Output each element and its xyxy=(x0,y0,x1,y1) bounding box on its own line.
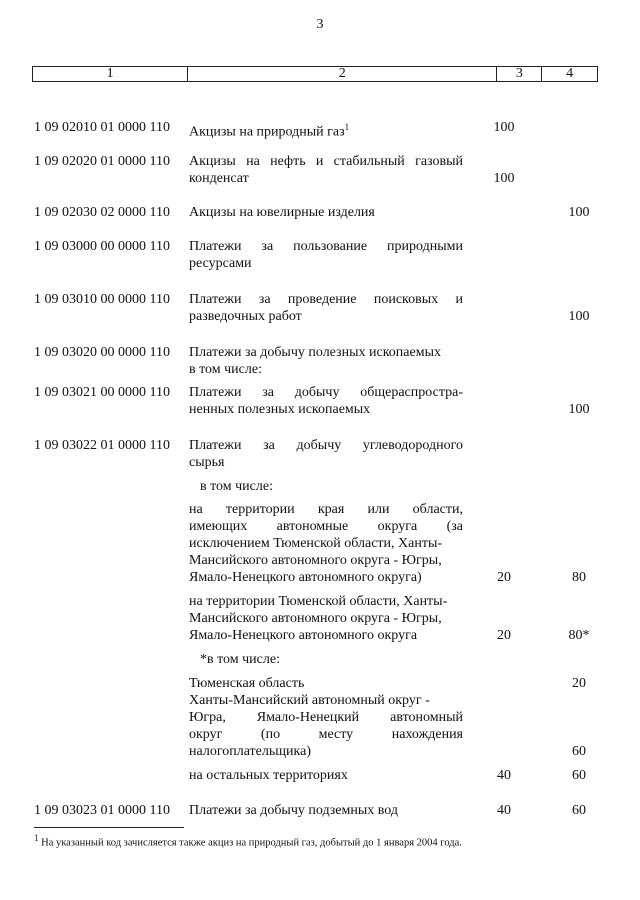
row-4-name-line-2: ресурсами xyxy=(189,256,252,271)
star-in-that-number-label: *в том числе: xyxy=(200,652,280,667)
column-header-table xyxy=(32,66,598,82)
footnote-ref: 1 xyxy=(344,122,350,132)
territory-a-line-2: имеющих автономные округа (за xyxy=(189,519,463,534)
footnote-divider xyxy=(34,827,184,828)
row-4-code: 1 09 03000 00 0000 110 xyxy=(34,239,170,254)
tyumen-label: Тюменская область xyxy=(189,676,305,691)
territory-a-col4: 80 xyxy=(572,570,586,585)
territory-a-col3: 20 xyxy=(497,570,511,585)
territory-b-col3: 20 xyxy=(497,628,511,643)
row-8-name-line-1: Платежи за добычу углеводородного xyxy=(189,438,463,453)
territory-a-line-4: Мансийского автономного округа - Югры, xyxy=(189,553,442,568)
header-col-1: 1 xyxy=(33,67,188,82)
footnote xyxy=(34,833,462,849)
row-5-col4: 100 xyxy=(568,309,590,324)
row-3-name: Акцизы на ювелирные изделия xyxy=(189,205,375,220)
row-6-name-line-2: в том числе: xyxy=(189,362,262,377)
row-4-name-line-1: Платежи за пользование природными xyxy=(189,239,463,254)
row-5-code: 1 09 03010 00 0000 110 xyxy=(34,292,170,307)
last-row-col3: 40 xyxy=(497,803,511,818)
other-territories-col3: 40 xyxy=(497,768,511,783)
territory-b-col4: 80* xyxy=(568,628,590,643)
last-row-col4: 60 xyxy=(572,803,586,818)
khmao-line-1: Ханты-Мансийский автономный округ - xyxy=(189,693,430,708)
territory-b-line-3: Ямало-Ненецкого автономного округа xyxy=(189,628,418,643)
row-2-code: 1 09 02020 01 0000 110 xyxy=(34,154,170,169)
other-territories-col4: 60 xyxy=(572,768,586,783)
header-col-2: 2 xyxy=(188,67,497,82)
page-number: 3 xyxy=(316,17,324,32)
row-1-name: Акцизы на природный газ$^1$ xyxy=(189,122,350,140)
row-2-name-line-1: Акцизы на нефть и стабильный газовый xyxy=(189,154,463,169)
row-6-name-line-1: Платежи за добычу полезных ископаемых xyxy=(189,345,441,360)
row-1-code: 1 09 02010 01 0000 110 xyxy=(34,120,170,135)
last-row-code: 1 09 03023 01 0000 110 xyxy=(34,803,170,818)
row-7-col4: 100 xyxy=(568,402,590,417)
row-2-name-line-2: конденсат xyxy=(189,171,249,186)
territory-b-line-2: Мансийского автономного округа - Югры, xyxy=(189,611,442,626)
row-5-name-line-2: разведочных работ xyxy=(189,309,302,324)
khmao-line-2: Югра, Ямало-Ненецкий автономный xyxy=(189,710,463,725)
khmao-line-4: налогоплательщика) xyxy=(189,744,311,759)
row-2-col3: 100 xyxy=(493,171,515,186)
row-8-code: 1 09 03022 01 0000 110 xyxy=(34,438,170,453)
row-7-name-line-1: Платежи за добычу общераспростра- xyxy=(189,385,463,400)
row-1-col3: 100 xyxy=(493,120,515,135)
khmao-col4: 60 xyxy=(572,744,586,759)
tyumen-col4: 20 xyxy=(572,676,586,691)
row-3-code: 1 09 02030 02 0000 110 xyxy=(34,205,170,220)
footnote-mark: 1 xyxy=(34,833,39,843)
row-8-name-line-2: сырья xyxy=(189,455,225,470)
last-row-name: Платежи за добычу подземных вод xyxy=(189,803,399,818)
row-5-name-line-1: Платежи за проведение поисковых и xyxy=(189,292,463,307)
in-that-number-label: в том числе: xyxy=(200,479,273,494)
row-3-col4: 100 xyxy=(568,205,590,220)
footnote-text: На указанный код зачисляется также акциз на природный газ, добытый до 1 января 2004 года. xyxy=(38,837,462,849)
territory-a-line-3: исключением Тюменской области, Ханты- xyxy=(189,536,443,551)
row-7-name-line-2: ненных полезных ископаемых xyxy=(189,402,371,417)
khmao-line-3: округ (по месту нахождения xyxy=(189,727,463,742)
row-7-code: 1 09 03021 00 0000 110 xyxy=(34,385,170,400)
header-col-4: 4 xyxy=(542,67,598,82)
row-6-code: 1 09 03020 00 0000 110 xyxy=(34,345,170,360)
other-territories-label: на остальных территориях xyxy=(189,768,348,783)
header-col-3: 3 xyxy=(497,67,542,82)
territory-a-line-1: на территории края или области, xyxy=(189,502,463,517)
territory-b-line-1: на территории Тюменской области, Ханты- xyxy=(189,594,448,609)
territory-a-line-5: Ямало-Ненецкого автономного округа) xyxy=(189,570,422,585)
